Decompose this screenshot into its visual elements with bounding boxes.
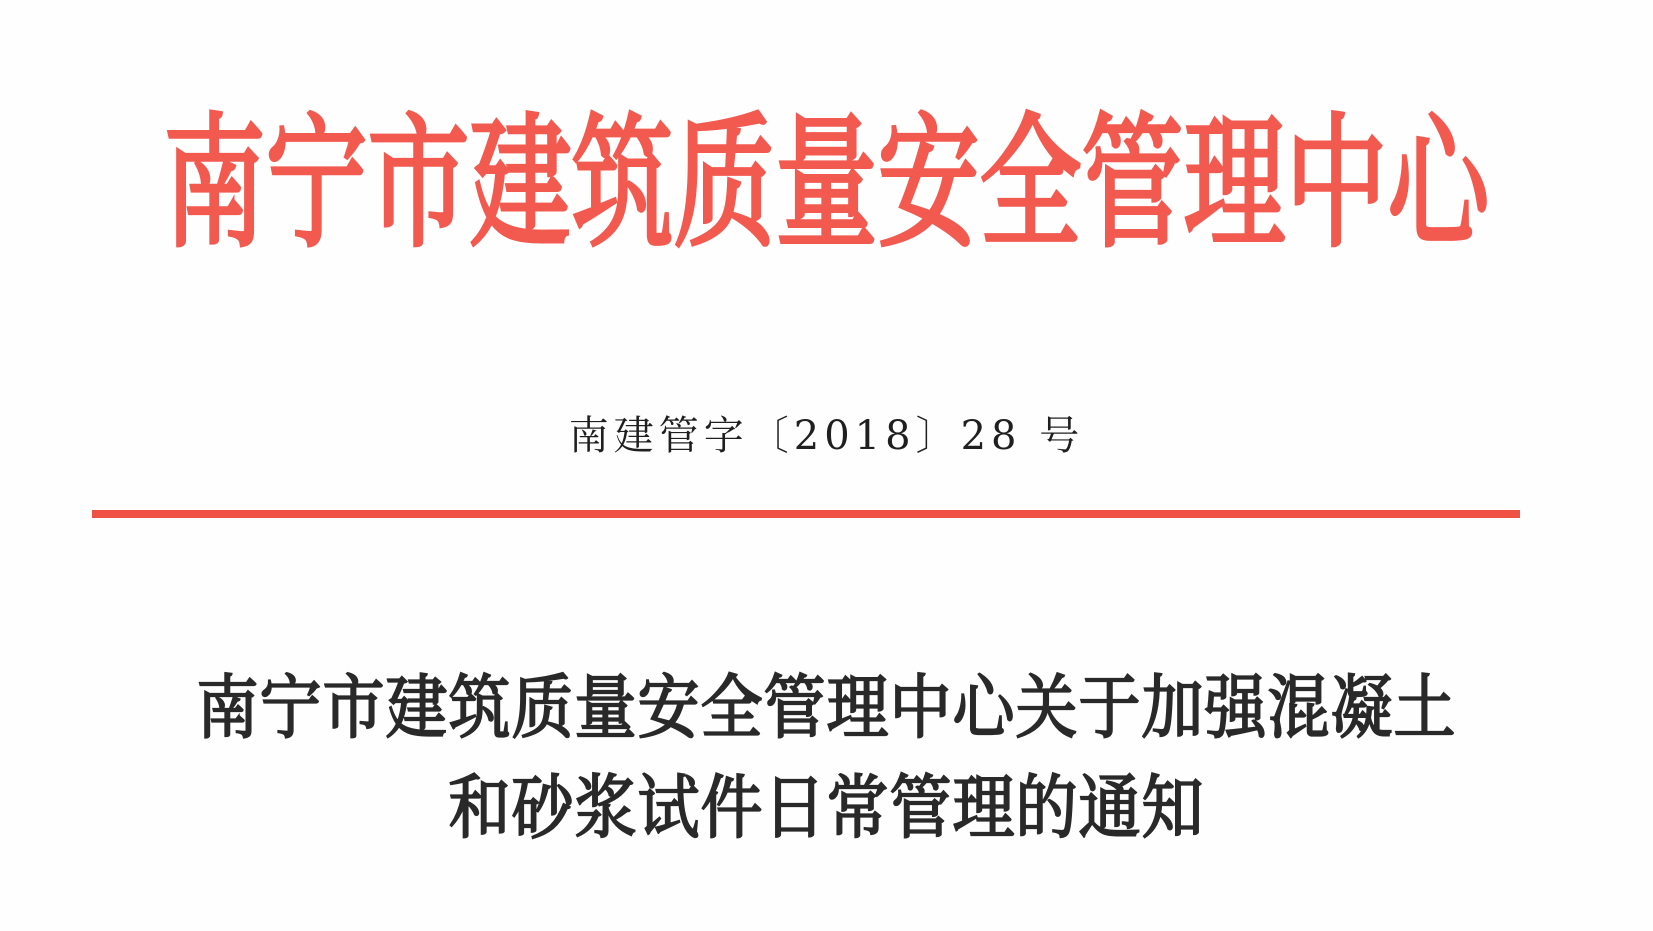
document-number-row bbox=[0, 412, 1653, 460]
document-title-line1: 南宁市建筑质量安全管理中心关于加强混凝土 bbox=[196, 666, 1457, 749]
red-divider-rule bbox=[92, 510, 1520, 518]
agency-name-heading: 南宁市建筑质量安全管理中心 bbox=[163, 98, 1490, 270]
letterhead bbox=[0, 98, 1653, 270]
document-title-line2: 和砂浆试件日常管理的通知 bbox=[448, 766, 1205, 849]
document-title bbox=[0, 652, 1653, 852]
document-number: 南建管字〔2018〕28 号 bbox=[568, 413, 1085, 459]
